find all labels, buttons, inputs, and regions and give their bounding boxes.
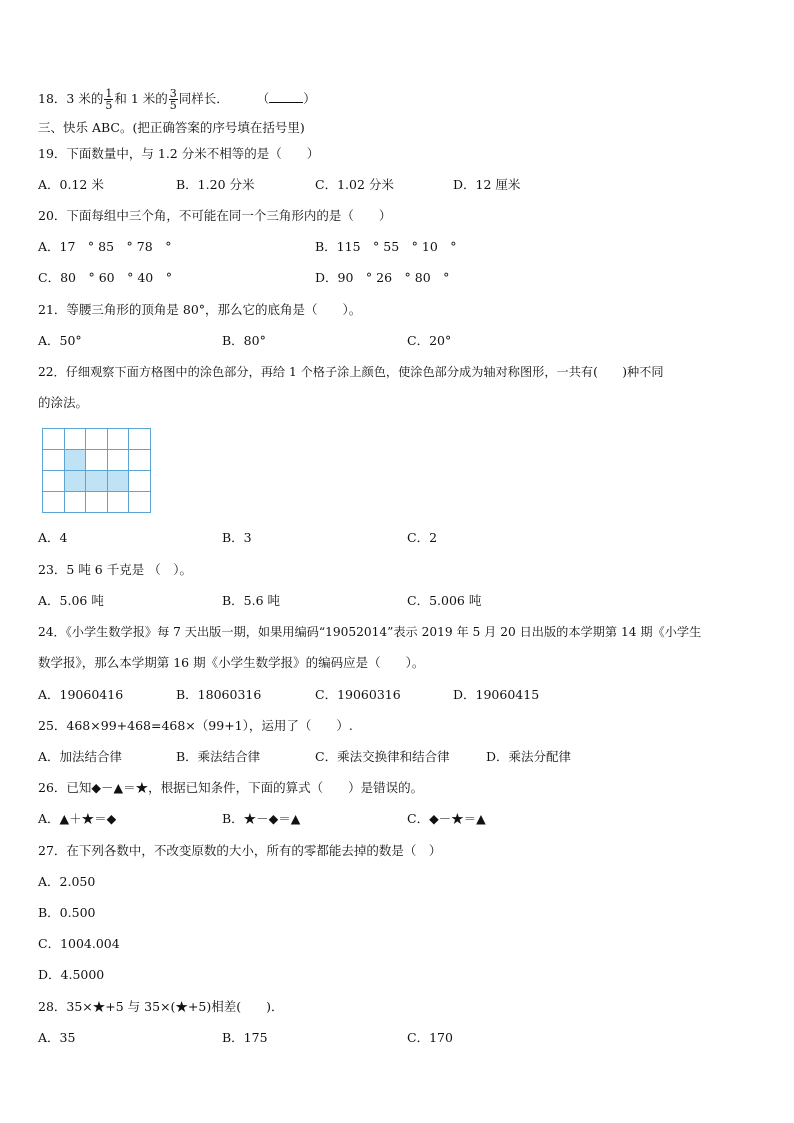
grid-cell <box>129 429 151 450</box>
option-b: B．1.20 分米 <box>176 177 255 192</box>
question-22-line1: 22．仔细观察下面方格图中的涂色部分，再给 1 个格子涂上颜色，使涂色部分成为轴对称图形，一共有( )种不同 <box>38 365 664 379</box>
option-d: D．4.5000 <box>38 967 105 982</box>
grid-cell <box>107 492 129 513</box>
q18-text-mid: 和 1 米的 <box>114 91 168 106</box>
question-21: 21．等腰三角形的顶角是 80°，那么它的底角是（ ）。 <box>38 302 362 317</box>
option-a: A．2.050 <box>38 874 96 889</box>
question-18 <box>38 88 316 111</box>
option-b: B．乘法结合律 <box>176 749 261 764</box>
option-c: C．19060316 <box>315 687 401 702</box>
question-28: 28．35×★+5 与 35×(★+5)相差( )． <box>38 999 284 1014</box>
question-26: 26．已知◆－▲＝★，根据已知条件，下面的算式（ ）是错误的。 <box>38 780 424 795</box>
option-c: C．2 <box>407 530 438 545</box>
grid-cell <box>129 450 151 471</box>
option-c: C．170 <box>407 1030 453 1045</box>
grid-cell <box>129 492 151 513</box>
question-20: 20．下面每组中三个角，不可能在同一个三角形内的是（ ） <box>38 208 392 223</box>
option-a: A．35 <box>38 1030 76 1045</box>
grid-cell <box>86 429 108 450</box>
question-23: 23．5 吨 6 千克是 （ ）。 <box>38 562 192 577</box>
option-b: B．175 <box>222 1030 268 1045</box>
grid-cell <box>107 450 129 471</box>
grid-cell <box>107 429 129 450</box>
fraction-one-fifth: $\frac{1}{5}$ <box>105 87 113 112</box>
option-d: D．90 ° 26 ° 80 ° <box>315 270 450 285</box>
question-27: 27．在下列各数中，不改变原数的大小，所有的零都能去掉的数是（ ） <box>38 843 442 858</box>
q18-text-pre: 18．3 米的 <box>38 91 104 106</box>
option-a: A．17 ° 85 ° 78 ° <box>38 239 172 254</box>
question-24-line1: 24．《小学生数学报》每 7 天出版一期，如果用编码“19052014”表示 2019 年 5 月 20 日出版的本学期第 14 期《小学生 <box>38 625 702 639</box>
option-c: C．80 ° 60 ° 40 ° <box>38 270 172 285</box>
grid-cell <box>43 429 65 450</box>
option-b: B．5.6 吨 <box>222 593 281 608</box>
option-a: A．19060416 <box>38 687 124 702</box>
q18-text-post: 同样长． <box>178 91 229 106</box>
grid-cell <box>64 492 86 513</box>
option-b: B．18060316 <box>176 687 262 702</box>
grid-cell <box>64 429 86 450</box>
grid-row <box>43 492 151 513</box>
grid-cell <box>129 471 151 492</box>
section-heading: 三、快乐 ABC。(把正确答案的序号填在括号里) <box>38 120 305 135</box>
grid-cell <box>43 471 65 492</box>
grid-cell <box>86 450 108 471</box>
option-c: C．20° <box>407 333 452 348</box>
option-b: B．0.500 <box>38 905 96 920</box>
grid-cell-shaded <box>107 471 129 492</box>
question-24-line2: 数学报》，那么本学期第 16 期《小学生数学报》的编码应是（ ）。 <box>38 655 425 670</box>
option-c: C．1.02 分米 <box>315 177 394 192</box>
option-d: D．乘法分配律 <box>486 749 572 764</box>
option-c: C．1004.004 <box>38 936 120 951</box>
option-a: A．4 <box>38 530 68 545</box>
option-a: A．▲＋★＝◆ <box>38 811 117 826</box>
grid-cell-shaded <box>64 450 86 471</box>
option-b: B．★－◆＝▲ <box>222 811 301 826</box>
option-a: A．0.12 米 <box>38 177 104 192</box>
grid-row <box>43 471 151 492</box>
answer-blank[interactable]: （ ） <box>256 91 316 106</box>
fraction-three-fifths: $\frac{3}{5}$ <box>169 87 177 112</box>
option-a: A．加法结合律 <box>38 749 123 764</box>
grid-cell <box>43 492 65 513</box>
question-19: 19．下面数量中，与 1.2 分米不相等的是（ ） <box>38 146 320 161</box>
grid-row <box>43 450 151 471</box>
option-c: C．5.006 吨 <box>407 593 482 608</box>
grid-row <box>43 429 151 450</box>
grid-cell-shaded <box>64 471 86 492</box>
grid-cell-shaded <box>86 471 108 492</box>
option-a: A．5.06 吨 <box>38 593 104 608</box>
option-d: D．12 厘米 <box>453 177 521 192</box>
option-d: D．19060415 <box>453 687 540 702</box>
question-25: 25．468×99+468=468×（99+1），运用了（ ）. <box>38 718 353 733</box>
option-c: C．乘法交换律和结合律 <box>315 749 450 764</box>
option-b: B．80° <box>222 333 266 348</box>
option-c: C．◆－★＝▲ <box>407 811 486 826</box>
grid-cell <box>86 492 108 513</box>
grid-cell <box>43 450 65 471</box>
square-grid-figure <box>42 428 151 513</box>
option-a: A．50° <box>38 333 82 348</box>
option-b: B．3 <box>222 530 252 545</box>
question-22-line2: 的涂法。 <box>38 395 89 410</box>
option-b: B．115 ° 55 ° 10 ° <box>315 239 457 254</box>
